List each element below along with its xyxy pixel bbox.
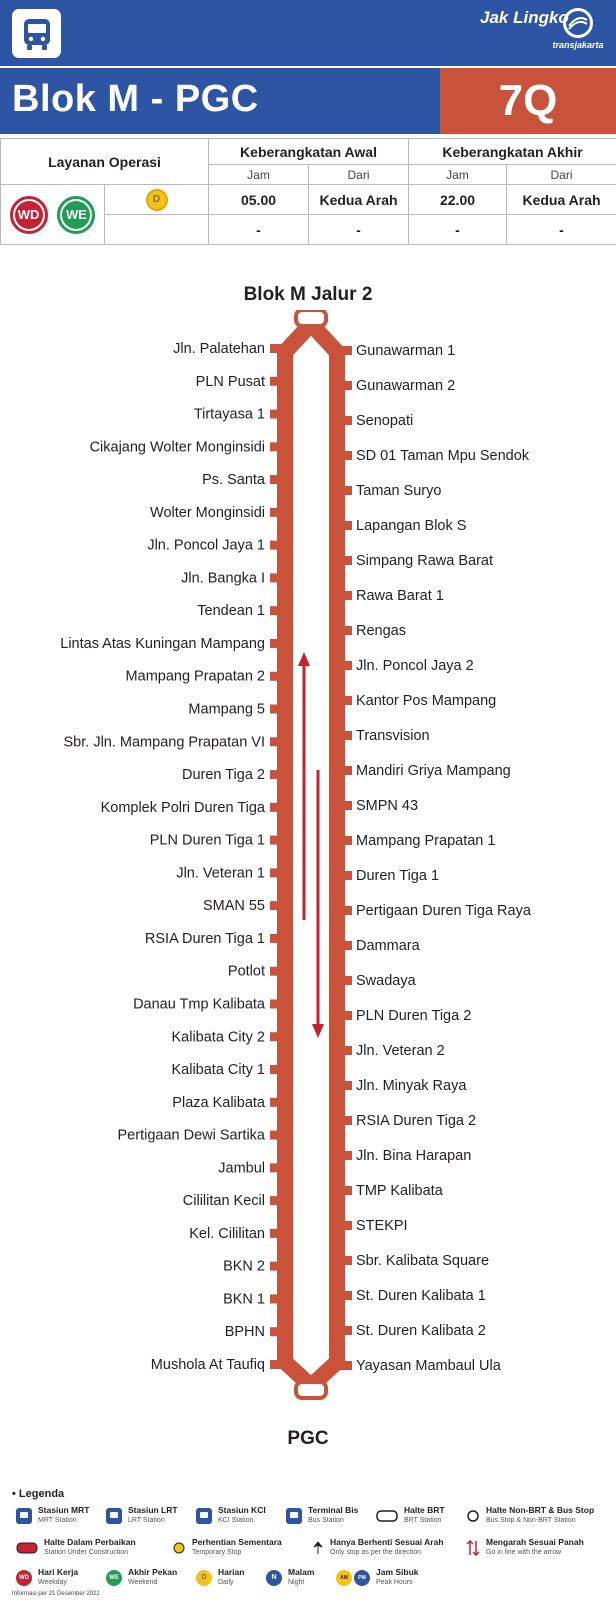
stop-tick-right bbox=[338, 1081, 352, 1090]
stop-label-left: Danau Tmp Kalibata bbox=[133, 996, 265, 1013]
stop-label-right: Transvision bbox=[356, 728, 430, 744]
daily-cell bbox=[105, 185, 209, 215]
stop-label-right: Sbr. Kalibata Square bbox=[356, 1253, 490, 1269]
stop-tick-right bbox=[338, 451, 352, 460]
stop-tick-right bbox=[338, 836, 352, 845]
stop-tick-right bbox=[338, 416, 352, 425]
stop-tick-right bbox=[338, 976, 352, 985]
stop-label-left: Sbr. Jln. Mampang Prapatan VI bbox=[63, 734, 265, 751]
jaklingko-logo: Jak Lingko bbox=[480, 8, 569, 27]
last-from: Kedua Arah bbox=[507, 185, 616, 215]
daily-badge: D bbox=[146, 189, 168, 211]
stop-tick-right bbox=[338, 1116, 352, 1125]
stop-label-left: Kel. Cililitan bbox=[189, 1225, 265, 1242]
stop-label-left: Tirtayasa 1 bbox=[193, 406, 265, 423]
stop-label-left: BKN 1 bbox=[223, 1291, 265, 1308]
stop-label-left: Komplek Polri Duren Tiga bbox=[100, 799, 265, 816]
stop-label-left: Jln. Veteran 1 bbox=[176, 865, 265, 882]
first-from: Kedua Arah bbox=[309, 185, 409, 215]
stop-label-left: Plaza Kalibata bbox=[172, 1094, 265, 1111]
col-time: Jam bbox=[209, 165, 309, 185]
stop-label-right: RSIA Duren Tiga 2 bbox=[356, 1113, 477, 1129]
legend-non-brt: Halte Non-BRT & Bus Stop Bus Stop & Non-BRT Station bbox=[466, 1506, 594, 1525]
legend-kci: Stasiun KCI KCI Station bbox=[196, 1506, 266, 1525]
stop-label-right: Jln. Poncol Jaya 2 bbox=[356, 658, 474, 674]
stop-label-right: Yayasan Mambaul Ula bbox=[356, 1358, 501, 1374]
route-diagram bbox=[0, 310, 616, 1450]
bus-terminal-icon bbox=[286, 1508, 302, 1524]
stop-label-right: Jln. Bina Harapan bbox=[356, 1148, 472, 1164]
stop-label-left: Kalibata City 2 bbox=[171, 1029, 265, 1046]
stop-tick-left bbox=[270, 1098, 284, 1107]
stop-tick-right bbox=[338, 941, 352, 950]
weekend-legend-icon: WE bbox=[106, 1570, 122, 1586]
direction-stop-icon bbox=[312, 1541, 324, 1555]
brt-station-icon bbox=[376, 1510, 398, 1522]
stop-tick-right bbox=[338, 1221, 352, 1230]
stop-tick-right bbox=[338, 871, 352, 880]
stop-tick-left bbox=[270, 1065, 284, 1074]
legend-weekday: WD Hari Kerja Weekday bbox=[16, 1568, 78, 1587]
first-departure-label: Keberangkatan Awal bbox=[209, 139, 409, 165]
stop-tick-left bbox=[270, 606, 284, 615]
stop-label-right: St. Duren Kalibata 2 bbox=[356, 1323, 486, 1339]
stop-tick-left bbox=[270, 1262, 284, 1271]
am-legend-icon: AM bbox=[336, 1570, 352, 1586]
stop-label-left: Jambul bbox=[218, 1160, 265, 1177]
legend-lrt: Stasiun LRT LRT Station bbox=[106, 1506, 178, 1525]
col-time: Jam bbox=[409, 165, 507, 185]
legend-direction-stop: Hanya Berhenti Sesuai Arah Only stop as per the direction bbox=[312, 1538, 444, 1557]
stop-tick-left bbox=[270, 1229, 284, 1238]
stop-tick-left bbox=[270, 934, 284, 943]
stop-tick-right bbox=[338, 521, 352, 530]
route-line bbox=[285, 324, 337, 1386]
stop-tick-right bbox=[338, 1151, 352, 1160]
stop-label-right: STEKPI bbox=[356, 1218, 408, 1234]
stop-tick-left bbox=[270, 737, 284, 746]
legend-brt: Halte BRT BRT Station bbox=[376, 1506, 445, 1525]
footnote: Informasi per 21 Desember 2022 bbox=[12, 1591, 100, 1597]
stop-label-right: SMPN 43 bbox=[356, 798, 419, 814]
col-from: Dari bbox=[309, 165, 409, 185]
stop-label-right: Duren Tiga 1 bbox=[356, 868, 440, 884]
stop-label-right: PLN Duren Tiga 2 bbox=[356, 1008, 472, 1024]
legend bbox=[12, 1488, 608, 1596]
stop-tick-left bbox=[270, 573, 284, 582]
stop-tick-right bbox=[338, 906, 352, 915]
stop-tick-left bbox=[270, 967, 284, 976]
stop-tick-left bbox=[270, 705, 284, 714]
mrt-station-icon bbox=[16, 1508, 32, 1524]
first-time: 05.00 bbox=[209, 185, 309, 215]
stop-tick-left bbox=[270, 803, 284, 812]
stop-tick-right bbox=[338, 731, 352, 740]
first-from-2: - bbox=[309, 215, 409, 245]
stop-tick-right bbox=[338, 661, 352, 670]
stop-tick-left bbox=[270, 442, 284, 451]
transjakarta-logo bbox=[548, 8, 608, 50]
route-title-bar bbox=[0, 68, 616, 134]
construction-icon bbox=[16, 1542, 38, 1554]
last-time-2: - bbox=[409, 215, 507, 245]
stop-label-right: Pertigaan Duren Tiga Raya bbox=[356, 903, 531, 919]
stop-label-right: Taman Suryo bbox=[356, 483, 442, 499]
stop-label-right: Rawa Barat 1 bbox=[356, 588, 444, 604]
stop-tick-right bbox=[338, 1256, 352, 1265]
night-legend-icon: N bbox=[266, 1570, 282, 1586]
start-terminal-label: Blok M Jalur 2 bbox=[243, 284, 373, 305]
arrow-up-head bbox=[298, 652, 310, 666]
stop-tick-right bbox=[338, 346, 352, 355]
stop-label-right: SD 01 Taman Mpu Sendok bbox=[356, 448, 530, 464]
stop-label-left: SMAN 55 bbox=[202, 898, 265, 915]
stop-tick-left bbox=[270, 541, 284, 550]
stop-tick-right bbox=[338, 1186, 352, 1195]
legend-arrow: Mengarah Sesuai Panah Go in line with the arrow bbox=[466, 1538, 584, 1557]
stop-label-left: Jln. Poncol Jaya 1 bbox=[147, 537, 265, 554]
transjakarta-logo-text: transjakarta bbox=[552, 40, 604, 50]
route-code: 7Q bbox=[440, 68, 616, 134]
stop-label-right: Swadaya bbox=[356, 973, 416, 989]
stop-tick-right bbox=[338, 1046, 352, 1055]
stop-tick-right bbox=[338, 801, 352, 810]
stop-label-right: Jln. Minyak Raya bbox=[356, 1078, 467, 1094]
daily-legend-icon: D bbox=[196, 1570, 212, 1586]
stop-label-left: Lintas Atas Kuningan Mampang bbox=[60, 635, 265, 652]
stop-tick-left bbox=[270, 1032, 284, 1041]
stop-tick-right bbox=[338, 556, 352, 565]
legend-peak: AM PM Jam Sibuk Peak Hours bbox=[336, 1568, 419, 1587]
stop-tick-left bbox=[270, 1294, 284, 1303]
stop-tick-left bbox=[270, 770, 284, 779]
stop-label-left: Jln. Palatehan bbox=[173, 341, 265, 357]
stop-label-left: Mushola At Taufiq bbox=[150, 1357, 265, 1373]
end-terminal-label: PGC bbox=[287, 1428, 329, 1449]
stop-tick-left bbox=[270, 639, 284, 648]
stop-label-left: Cikajang Wolter Monginsidi bbox=[89, 439, 265, 456]
stop-label-left: Wolter Monginsidi bbox=[150, 504, 265, 521]
stop-tick-left bbox=[270, 1360, 284, 1369]
stop-label-right: Kantor Pos Mampang bbox=[356, 693, 497, 709]
stop-label-left: BKN 2 bbox=[223, 1258, 265, 1275]
stop-label-right: Simpang Rawa Barat bbox=[356, 553, 494, 569]
stop-tick-right bbox=[338, 591, 352, 600]
stop-tick-right bbox=[338, 486, 352, 495]
stop-label-left: Kalibata City 1 bbox=[171, 1062, 265, 1079]
stop-tick-left bbox=[270, 1196, 284, 1205]
stop-tick-right bbox=[338, 766, 352, 775]
stop-tick-left bbox=[270, 836, 284, 845]
stop-tick-left bbox=[270, 475, 284, 484]
legend-title: • Legenda bbox=[12, 1488, 65, 1500]
lrt-station-icon bbox=[106, 1508, 122, 1524]
stop-label-left: Duren Tiga 2 bbox=[181, 767, 265, 784]
stop-tick-right bbox=[338, 626, 352, 635]
last-from-2: - bbox=[507, 215, 616, 245]
stop-label-left: Cililitan Kecil bbox=[182, 1193, 265, 1210]
stop-tick-left bbox=[270, 1327, 284, 1336]
arrow-down-head bbox=[312, 1024, 324, 1038]
stop-label-left: RSIA Duren Tiga 1 bbox=[144, 930, 265, 947]
stop-tick-right bbox=[338, 1326, 352, 1335]
legend-night: N Malam Night bbox=[266, 1568, 314, 1587]
stop-tick-left bbox=[270, 1131, 284, 1140]
stop-tick-left bbox=[270, 410, 284, 419]
col-from: Dari bbox=[507, 165, 616, 185]
legend-daily: D Harian Daily bbox=[196, 1568, 244, 1587]
operations-table bbox=[0, 138, 616, 245]
service-label: Layanan Operasi bbox=[1, 139, 209, 185]
stop-tick-left bbox=[270, 377, 284, 386]
weekday-legend-icon: WD bbox=[16, 1570, 32, 1586]
stop-label-left: PLN Pusat bbox=[195, 373, 265, 390]
stop-label-right: Gunawarman 2 bbox=[356, 378, 456, 394]
weekday-badge: WD bbox=[10, 196, 48, 234]
legend-bus-terminal: Terminal Bis Bus Station bbox=[286, 1506, 358, 1525]
kci-station-icon bbox=[196, 1508, 212, 1524]
stop-label-left: Mampang 5 bbox=[188, 701, 265, 718]
pm-legend-icon: PM bbox=[354, 1570, 370, 1586]
stop-label-right: Mandiri Griya Mampang bbox=[356, 763, 511, 779]
stop-tick-left bbox=[270, 672, 284, 681]
stop-tick-right bbox=[338, 1361, 352, 1370]
stop-tick-left bbox=[270, 901, 284, 910]
weekend-badge: WE bbox=[57, 196, 95, 234]
stop-label-right: Dammara bbox=[356, 938, 420, 954]
stop-tick-right bbox=[338, 1011, 352, 1020]
stop-label-right: TMP Kalibata bbox=[356, 1183, 443, 1199]
legend-under-construction: Halte Dalam Perbaikan Station Under Construction bbox=[16, 1538, 136, 1557]
stop-label-left: Mampang Prapatan 2 bbox=[125, 668, 265, 685]
legend-temporary-stop: Perhentian Sementara Temporary Stop bbox=[172, 1538, 282, 1557]
legend-grid bbox=[12, 1506, 608, 1596]
stop-label-right: Mampang Prapatan 1 bbox=[356, 833, 496, 849]
stop-tick-left bbox=[270, 999, 284, 1008]
stop-label-right: St. Duren Kalibata 1 bbox=[356, 1288, 486, 1304]
stop-label-left: Tendean 1 bbox=[197, 603, 265, 620]
legend-weekend: WE Akhir Pekan Weekend bbox=[106, 1568, 177, 1587]
last-departure-label: Keberangkatan Akhir bbox=[409, 139, 616, 165]
stop-label-right: Gunawarman 1 bbox=[356, 343, 456, 359]
last-time: 22.00 bbox=[409, 185, 507, 215]
end-terminal-marker bbox=[296, 1382, 326, 1398]
stop-tick-left bbox=[270, 508, 284, 517]
stop-label-right: Senopati bbox=[356, 413, 414, 429]
stop-label-left: Pertigaan Dewi Sartika bbox=[117, 1127, 265, 1144]
legend-mrt: Stasiun MRT MRT Station bbox=[16, 1506, 89, 1525]
stop-label-left: BPHN bbox=[224, 1324, 265, 1341]
temporary-stop-icon bbox=[172, 1541, 186, 1555]
stop-tick-right bbox=[338, 1291, 352, 1300]
first-time-2: - bbox=[209, 215, 309, 245]
stop-label-left: Jln. Bangka I bbox=[181, 570, 265, 587]
stop-tick-right bbox=[338, 696, 352, 705]
stop-label-right: Jln. Veteran 2 bbox=[356, 1043, 445, 1059]
top-bar bbox=[0, 0, 616, 66]
stop-label-left: Potlot bbox=[227, 963, 265, 980]
start-terminal-marker bbox=[296, 310, 326, 326]
empty-cell bbox=[105, 215, 209, 245]
stop-tick-right bbox=[338, 381, 352, 390]
stop-label-right: Rengas bbox=[356, 623, 406, 639]
stop-tick-left bbox=[270, 1163, 284, 1172]
weekday-weekend-cell bbox=[1, 185, 105, 245]
bus-stop-icon bbox=[466, 1509, 480, 1523]
route-name: Blok M - PGC bbox=[12, 78, 259, 120]
stop-tick-left bbox=[270, 868, 284, 877]
bus-icon bbox=[12, 9, 61, 58]
two-way-arrow-icon bbox=[466, 1540, 480, 1556]
stop-label-left: Ps. Santa bbox=[202, 472, 265, 489]
stop-tick-left bbox=[270, 344, 284, 353]
stop-label-right: Lapangan Blok S bbox=[356, 518, 467, 534]
stop-label-left: PLN Duren Tiga 1 bbox=[149, 832, 265, 849]
